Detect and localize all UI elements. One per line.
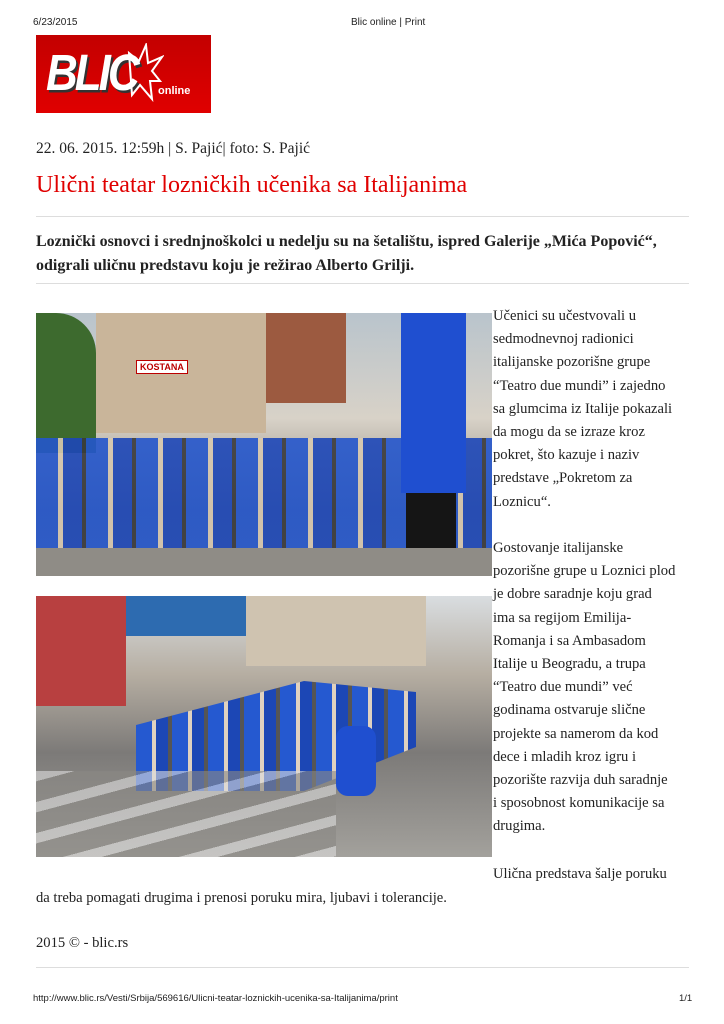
body-line: pokret, što kazuje i naziv (493, 447, 640, 464)
divider (36, 216, 689, 217)
body-line: Italije u Beogradu, a trupa (493, 656, 646, 673)
body-line: “Teatro due mundi” već (493, 679, 633, 696)
logo-text: BLIC (46, 45, 137, 102)
photo-street-performance-1 (36, 313, 492, 576)
paragraph-2 (493, 537, 675, 839)
print-url[interactable]: http://www.blic.rs/Vesti/Srbija/569616/Ulicni-teatar-loznickih-ucenika-sa-Italijanima/print (33, 993, 398, 1004)
body-line: sa glumcima iz Italije pokazali (493, 400, 673, 417)
print-date: 6/23/2015 (33, 17, 78, 28)
body-line: Gostovanje italijanske (493, 540, 624, 557)
article-title: Ulični teatar lozničkih učenika sa Italijanima (36, 172, 468, 198)
paragraph-1 (493, 305, 675, 514)
page-number: 1/1 (679, 993, 693, 1004)
body-line: italijanske pozorišne grupe (493, 354, 651, 371)
photo-street-performance-2 (36, 596, 492, 857)
logo-online: online (158, 85, 191, 97)
body-line: pozorište razvija duh saradnje (493, 772, 668, 789)
body-line: “Teatro due mundi” i zajedno (493, 377, 666, 394)
body-line: predstave „Pokretom za (493, 470, 633, 487)
body-line: sedmodnevnoj radionici (493, 331, 634, 348)
print-title: Blic online | Print (351, 17, 426, 28)
body-line: godinama ostvaruje slične (493, 702, 646, 719)
body-line: Učenici su učestvovali u (493, 308, 637, 324)
body-line: Romanja i sa Ambasadom (493, 632, 646, 649)
body-line: dece i mladih kroz igru i (493, 748, 637, 765)
kostana-sign: KOSTANA (136, 360, 188, 374)
body-line: pozorišne grupe u Loznici plod (493, 563, 676, 580)
body-line: drugima. (493, 818, 546, 835)
article-meta: 22. 06. 2015. 12:59h | S. Pajić| foto: S. Pajić (36, 140, 311, 157)
body-line: je dobre saradnje koju grad (493, 586, 652, 603)
body-line: da mogu da se izraze kroz (493, 424, 645, 441)
blic-logo[interactable] (36, 35, 211, 113)
body-line: Loznicu“. (493, 493, 551, 510)
article-lead: Loznički osnovci i srednjnoškolci u nedelju su na šetalištu, ispred Galerije „Mića Popović“, odigrali uličnu predstavu koju je režirao Alberto Grilji. (36, 233, 657, 274)
body-line: ima sa regijom Emilija- (493, 609, 632, 626)
paragraph-3-line-2: da treba pomagati drugima i prenosi poruku mira, ljubavi i tolerancije. (36, 890, 447, 906)
divider (36, 967, 689, 968)
divider (36, 283, 689, 284)
article-body-column (493, 305, 675, 839)
paragraph-3-line-1: Ulična predstava šalje poruku (493, 866, 667, 882)
body-line: i sposobnost komunikacije sa (493, 795, 665, 812)
body-line: projekte sa namerom da kod (493, 725, 659, 742)
copyright: 2015 © - blic.rs (36, 935, 129, 951)
